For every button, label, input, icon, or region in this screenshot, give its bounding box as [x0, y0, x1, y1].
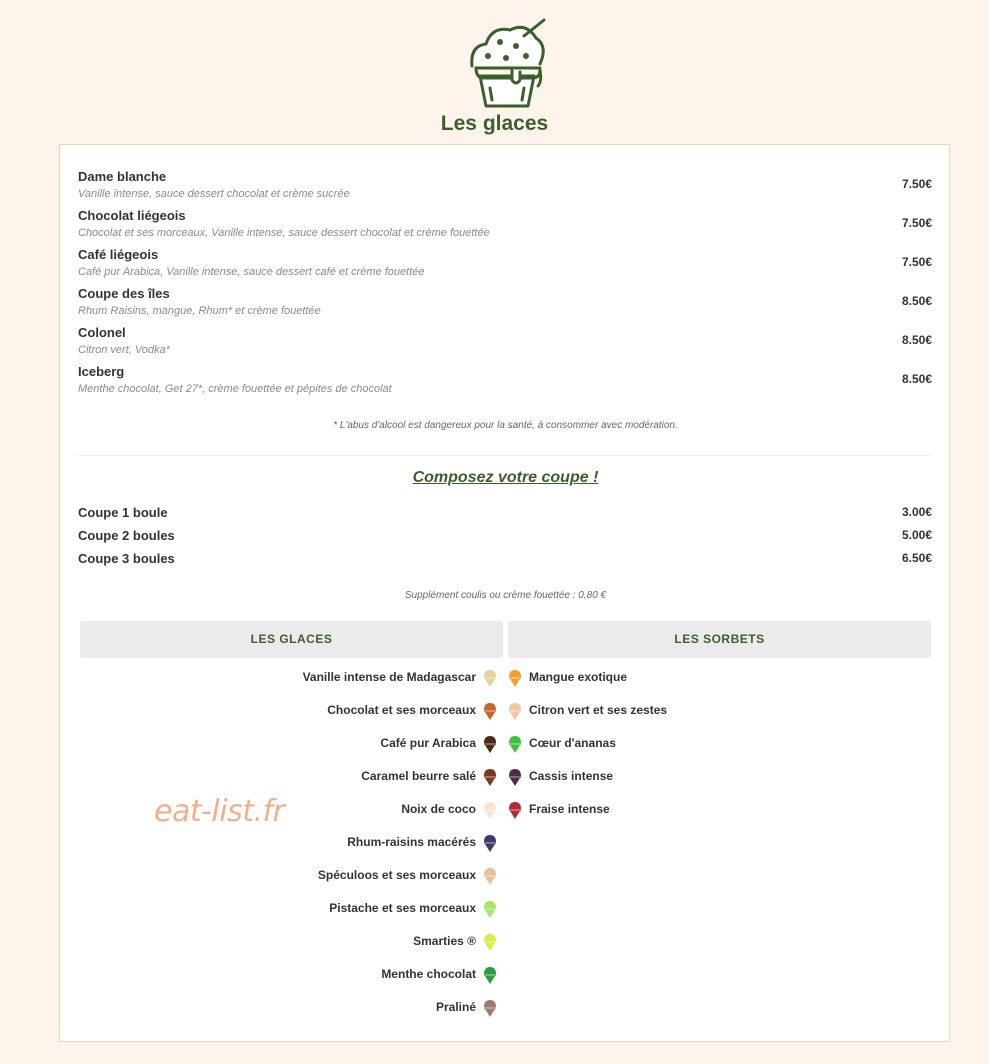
menu-item-price: 8.50€ — [901, 294, 932, 308]
coupe-option-price: 3.00€ — [901, 505, 932, 519]
glace-flavor-name: Café pur Arabica — [380, 736, 476, 750]
menu-item-name: Café liégeois — [78, 247, 159, 262]
menu-item-description: Vanille intense, sauce dessert chocolat et crème sucrée — [78, 188, 350, 200]
glace-flavor-item — [436, 997, 497, 1017]
glace-flavor-name: Caramel beurre salé — [361, 769, 476, 783]
menu-item — [78, 169, 932, 202]
menu-item-description: Café pur Arabica, Vanille intense, sauce dessert café et crème fouettée — [78, 266, 425, 278]
sorbet-flavor-item — [508, 733, 616, 753]
glace-flavor-item — [361, 766, 497, 786]
glace-flavor-name: Praliné — [435, 1000, 476, 1014]
menu-item — [78, 286, 932, 319]
menu-item — [78, 208, 932, 241]
sorbet-flavor-name: Mangue exotique — [529, 670, 628, 684]
ice-cream-cone-icon — [483, 932, 497, 952]
menu-item-price: 7.50€ — [901, 255, 932, 269]
coupe-option-price: 5.00€ — [901, 528, 932, 542]
menu-item-description: Menthe chocolat, Get 27*, crème fouettée et pépites de chocolat — [78, 383, 392, 395]
menu-item — [78, 364, 932, 397]
ice-cream-cone-icon — [508, 668, 522, 688]
coupe-option-name: Coupe 1 boule — [78, 505, 168, 520]
ice-cream-cone-icon — [483, 800, 497, 820]
coupe-option — [78, 550, 932, 568]
menu-item-price: 8.50€ — [901, 333, 932, 347]
divider — [78, 455, 932, 456]
ice-cream-cone-icon — [483, 734, 497, 754]
ice-cream-cup-icon — [466, 16, 550, 112]
glace-flavor-item — [329, 898, 497, 918]
sorbet-flavor-name: Cœur d'ananas — [529, 736, 616, 750]
alcohol-note: * L'abus d'alcool est dangereux pour la santé, à consommer avec modération. — [333, 420, 678, 431]
glace-flavor-item — [401, 799, 497, 819]
ice-cream-cone-icon — [483, 866, 497, 886]
ice-cream-cone-icon — [483, 668, 497, 688]
coupe-option-name: Coupe 2 boules — [78, 528, 175, 543]
sorbet-flavor-item — [508, 766, 613, 786]
sorbet-flavor-name: Fraise intense — [529, 802, 610, 816]
ice-cream-cone-icon — [508, 734, 522, 754]
ice-cream-cone-icon — [508, 767, 522, 787]
glace-flavor-name: Noix de coco — [401, 802, 476, 816]
ice-cream-cone-icon — [483, 701, 497, 721]
menu-item-price: 7.50€ — [901, 216, 932, 230]
glace-flavor-item — [381, 964, 497, 984]
menu-item-name: Dame blanche — [78, 169, 167, 184]
glace-flavor-item — [303, 667, 497, 687]
menu-item-description: Rhum Raisins, mangue, Rhum* et crème fouettée — [78, 305, 321, 317]
glace-flavor-name: Chocolat et ses morceaux — [327, 703, 476, 717]
sorbet-flavor-name: Citron vert et ses zestes — [529, 703, 668, 717]
glace-flavor-name: Smarties ® — [413, 934, 476, 948]
coupe-option — [78, 504, 932, 522]
menu-item — [78, 247, 932, 280]
menu-item-name: Iceberg — [78, 364, 125, 379]
ice-cream-cone-icon — [483, 833, 497, 853]
glace-flavor-item — [380, 733, 497, 753]
menu-item-description: Chocolat et ses morceaux, Vanille intense, sauce dessert chocolat et crème fouettée — [78, 227, 490, 239]
coupe-option-name: Coupe 3 boules — [78, 551, 175, 566]
ice-cream-cone-icon — [483, 965, 497, 985]
coupe-option-price: 6.50€ — [901, 551, 932, 565]
menu-item-name: Coupe des îles — [78, 286, 170, 301]
menu-item-name: Colonel — [78, 325, 126, 340]
sorbet-flavor-item — [508, 667, 627, 687]
compose-title: Composez votre coupe ! — [412, 469, 599, 486]
menu-panel — [59, 144, 950, 1042]
ice-cream-cone-icon — [483, 998, 497, 1018]
sorbets-column-header: LES SORBETS — [508, 621, 931, 658]
supplement-note: Supplément coulis ou crème fouettée : 0,80 € — [404, 590, 607, 601]
glace-flavor-item — [318, 865, 497, 885]
glace-flavor-name: Rhum-raisins macérés — [347, 835, 476, 849]
sorbet-flavor-item — [508, 799, 610, 819]
glace-flavor-item — [327, 700, 497, 720]
watermark: eat-list.fr — [154, 794, 285, 829]
glace-flavor-name: Spéculoos et ses morceaux — [317, 868, 476, 882]
menu-item — [78, 325, 932, 358]
glace-flavor-name: Vanille intense de Madagascar — [302, 670, 476, 684]
ice-cream-cone-icon — [483, 767, 497, 787]
glaces-column-header: LES GLACES — [80, 621, 503, 658]
glace-flavor-name: Pistache et ses morceaux — [329, 901, 476, 915]
menu-item-price: 7.50€ — [901, 177, 932, 191]
ice-cream-cone-icon — [508, 701, 522, 721]
glace-flavor-item — [347, 832, 497, 852]
menu-item-name: Chocolat liégeois — [78, 208, 186, 223]
ice-cream-cone-icon — [508, 800, 522, 820]
page-title: Les glaces — [440, 112, 549, 135]
ice-cream-cone-icon — [483, 899, 497, 919]
glace-flavor-name: Menthe chocolat — [381, 967, 476, 981]
coupe-option — [78, 527, 932, 545]
sorbet-flavor-item — [508, 700, 667, 720]
sorbet-flavor-name: Cassis intense — [529, 769, 614, 783]
glace-flavor-item — [413, 931, 497, 951]
menu-item-price: 8.50€ — [901, 372, 932, 386]
menu-item-description: Citron vert, Vodka* — [78, 344, 170, 356]
